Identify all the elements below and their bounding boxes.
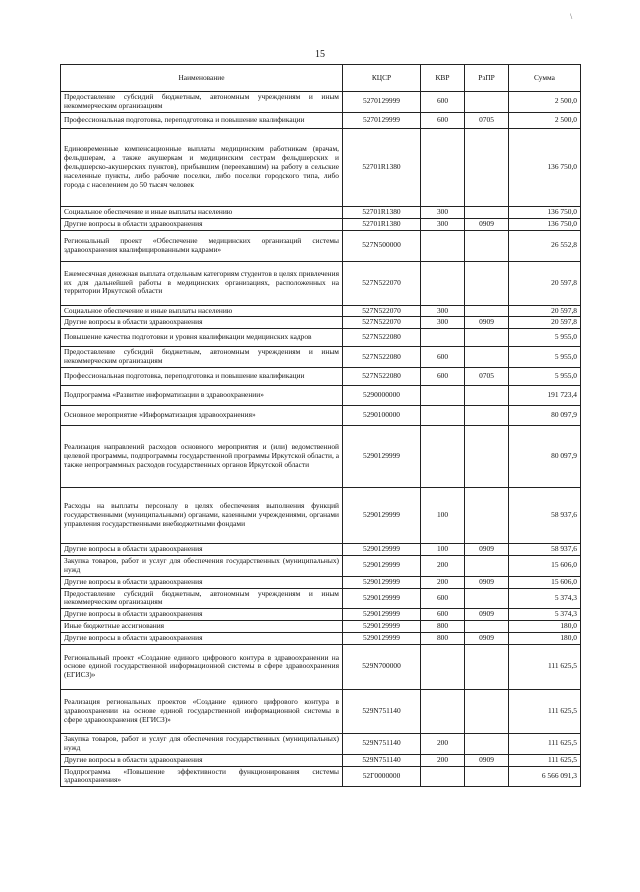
cell-sum: 20 597,8 — [509, 317, 581, 329]
cell-name: Региональный проект «Обеспечение медицинских организаций системы здравоохранения квалифицированными кадрами» — [61, 230, 343, 261]
cell-rzpr — [465, 644, 509, 689]
cell-code: 5290129999 — [343, 488, 421, 544]
cell-kvr: 300 — [421, 317, 465, 329]
cell-kvr: 600 — [421, 112, 465, 128]
cell-name: Единовременные компенсационные выплаты медицинским работникам (врачам, фельдшерам, а также акушеркам и медицинским сестрам фельдшерских и фельдшерско-акушерских пунктов), прибывшим (переехавшим) на работу в сельские населенные пункты, либо рабочие поселки, либо поселки городского типа, либо города с населением до 50 тысяч человек — [61, 128, 343, 206]
cell-code: 52Г0000000 — [343, 766, 421, 787]
cell-rzpr — [465, 230, 509, 261]
cell-sum: 58 937,6 — [509, 488, 581, 544]
table-row — [61, 766, 581, 787]
table-row — [61, 329, 581, 347]
cell-kvr: 200 — [421, 576, 465, 588]
cell-kvr: 600 — [421, 609, 465, 621]
table-row — [61, 347, 581, 368]
table-row — [61, 426, 581, 488]
page-number: 15 — [315, 49, 325, 60]
cell-name: Предоставление субсидий бюджетным, автономным учреждениям и иным некоммерческим организациям — [61, 347, 343, 368]
cell-sum: 15 606,0 — [509, 555, 581, 576]
cell-code: 5270129999 — [343, 92, 421, 113]
cell-sum: 136 750,0 — [509, 128, 581, 206]
table-row — [61, 733, 581, 754]
table-row — [61, 112, 581, 128]
cell-name: Социальное обеспечение и иные выплаты населению — [61, 206, 343, 218]
table-row — [61, 305, 581, 317]
table-row — [61, 206, 581, 218]
cell-rzpr: 0909 — [465, 576, 509, 588]
cell-name: Другие вопросы в области здравоохранения — [61, 544, 343, 556]
cell-name: Подпрограмма «Развитие информатизации в здравоохранении» — [61, 386, 343, 406]
cell-code: 529N751140 — [343, 754, 421, 766]
cell-code: 527N522070 — [343, 317, 421, 329]
cell-rzpr — [465, 386, 509, 406]
cell-kvr — [421, 406, 465, 426]
cell-sum: 80 097,9 — [509, 426, 581, 488]
cell-rzpr — [465, 347, 509, 368]
cell-name: Социальное обеспечение и иные выплаты населению — [61, 305, 343, 317]
table-row — [61, 544, 581, 556]
cell-kvr — [421, 261, 465, 305]
cell-name: Другие вопросы в области здравоохранения — [61, 609, 343, 621]
cell-name: Другие вопросы в области здравоохранения — [61, 754, 343, 766]
cell-sum: 111 625,5 — [509, 689, 581, 733]
cell-rzpr — [465, 406, 509, 426]
table-row — [61, 261, 581, 305]
cell-sum: 5 955,0 — [509, 368, 581, 386]
cell-code: 5290129999 — [343, 609, 421, 621]
cell-kvr — [421, 689, 465, 733]
header-rzpr: РзПР — [465, 65, 509, 92]
cell-kvr: 600 — [421, 347, 465, 368]
cell-code: 527N522070 — [343, 261, 421, 305]
cell-rzpr — [465, 305, 509, 317]
cell-kvr: 100 — [421, 488, 465, 544]
table-row — [61, 92, 581, 113]
table-row — [61, 644, 581, 689]
header-kvr: КВР — [421, 65, 465, 92]
cell-kvr: 800 — [421, 621, 465, 633]
cell-kvr: 200 — [421, 733, 465, 754]
cell-name: Расходы на выплаты персоналу в целях обеспечения выполнения функций государственными (муниципальными) органами, казенными учреждениями, органами управления государственными внебюджетными фондами — [61, 488, 343, 544]
cell-rzpr: 0909 — [465, 754, 509, 766]
cell-rzpr — [465, 329, 509, 347]
cell-code: 52701R1380 — [343, 206, 421, 218]
cell-rzpr: 0909 — [465, 633, 509, 645]
cell-code: 5290100000 — [343, 406, 421, 426]
cell-name: Повышение качества подготовки и уровня квалификации медицинских кадров — [61, 329, 343, 347]
cell-sum: 5 955,0 — [509, 329, 581, 347]
cell-rzpr — [465, 621, 509, 633]
cell-code: 5290129999 — [343, 555, 421, 576]
cell-kvr: 300 — [421, 218, 465, 230]
cell-rzpr — [465, 766, 509, 787]
cell-sum: 136 750,0 — [509, 218, 581, 230]
cell-code: 527N522070 — [343, 305, 421, 317]
cell-sum: 180,0 — [509, 621, 581, 633]
cell-rzpr: 0909 — [465, 317, 509, 329]
cell-kvr: 200 — [421, 754, 465, 766]
cell-name: Предоставление субсидий бюджетным, автономным учреждениям и иным некоммерческим организациям — [61, 92, 343, 113]
cell-rzpr — [465, 128, 509, 206]
cell-rzpr: 0909 — [465, 544, 509, 556]
cell-kvr — [421, 644, 465, 689]
cell-code: 5290129999 — [343, 426, 421, 488]
cell-code: 5290000000 — [343, 386, 421, 406]
cell-rzpr: 0705 — [465, 368, 509, 386]
cell-sum: 6 566 091,3 — [509, 766, 581, 787]
cell-rzpr — [465, 689, 509, 733]
cell-code: 5290129999 — [343, 544, 421, 556]
cell-code: 5270129999 — [343, 112, 421, 128]
cell-sum: 20 597,8 — [509, 305, 581, 317]
cell-code: 5290129999 — [343, 633, 421, 645]
table-row — [61, 406, 581, 426]
cell-rzpr: 0909 — [465, 218, 509, 230]
table-header-row — [61, 65, 581, 92]
cell-rzpr — [465, 206, 509, 218]
cell-name: Иные бюджетные ассигнования — [61, 621, 343, 633]
header-name: Наименование — [61, 65, 343, 92]
cell-code: 5290129999 — [343, 621, 421, 633]
cell-sum: 111 625,5 — [509, 644, 581, 689]
budget-table — [60, 64, 581, 787]
cell-kvr: 600 — [421, 368, 465, 386]
table-row — [61, 368, 581, 386]
cell-kvr: 100 — [421, 544, 465, 556]
cell-sum: 15 606,0 — [509, 576, 581, 588]
cell-name: Закупка товаров, работ и услуг для обеспечения государственных (муниципальных) нужд — [61, 555, 343, 576]
cell-sum: 5 374,3 — [509, 609, 581, 621]
cell-kvr — [421, 329, 465, 347]
cell-sum: 20 597,8 — [509, 261, 581, 305]
cell-code: 527N522080 — [343, 368, 421, 386]
table-row — [61, 576, 581, 588]
header-sum: Сумма — [509, 65, 581, 92]
cell-name: Реализация направлений расходов основного мероприятия и (или) ведомственной целевой программы, подпрограммы государственной программы Иркутской области, а также непрограммных расходов государственных органов Иркутской области — [61, 426, 343, 488]
cell-code: 529N700000 — [343, 644, 421, 689]
cell-code: 529N751140 — [343, 689, 421, 733]
table-row — [61, 128, 581, 206]
cell-code: 52701R1380 — [343, 218, 421, 230]
cell-name: Реализация региональных проектов «Создание единого цифрового контура в здравоохранении на основе единой государственной информационной системы в сфере здравоохранения (ЕГИСЗ)» — [61, 689, 343, 733]
table-row — [61, 609, 581, 621]
cell-sum: 5 374,3 — [509, 588, 581, 609]
cell-name: Другие вопросы в области здравоохранения — [61, 576, 343, 588]
cell-name: Региональный проект «Создание единого цифрового контура в здравоохранении на основе единой государственной информационной системы в сфере здравоохранения (ЕГИСЗ)» — [61, 644, 343, 689]
cell-sum: 80 097,9 — [509, 406, 581, 426]
cell-code: 5290129999 — [343, 576, 421, 588]
cell-name: Другие вопросы в области здравоохранения — [61, 633, 343, 645]
cell-sum: 136 750,0 — [509, 206, 581, 218]
table-row — [61, 488, 581, 544]
cell-sum: 2 500,0 — [509, 112, 581, 128]
cell-rzpr — [465, 261, 509, 305]
corner-mark: \ — [570, 12, 573, 21]
cell-sum: 58 937,6 — [509, 544, 581, 556]
cell-kvr: 200 — [421, 555, 465, 576]
table-row — [61, 689, 581, 733]
cell-kvr — [421, 426, 465, 488]
cell-rzpr — [465, 426, 509, 488]
table-row — [61, 218, 581, 230]
cell-name: Профессиональная подготовка, переподготовка и повышение квалификации — [61, 368, 343, 386]
cell-rzpr — [465, 588, 509, 609]
cell-kvr — [421, 766, 465, 787]
cell-kvr: 300 — [421, 206, 465, 218]
cell-rzpr — [465, 488, 509, 544]
cell-code: 5290129999 — [343, 588, 421, 609]
cell-rzpr: 0909 — [465, 609, 509, 621]
cell-kvr — [421, 386, 465, 406]
cell-name: Предоставление субсидий бюджетным, автономным учреждениям и иным некоммерческим организациям — [61, 588, 343, 609]
cell-kvr — [421, 230, 465, 261]
table-row — [61, 621, 581, 633]
cell-code: 529N751140 — [343, 733, 421, 754]
cell-kvr — [421, 128, 465, 206]
cell-name: Закупка товаров, работ и услуг для обеспечения государственных (муниципальных) нужд — [61, 733, 343, 754]
cell-rzpr — [465, 555, 509, 576]
cell-code: 527N522080 — [343, 347, 421, 368]
cell-sum: 2 500,0 — [509, 92, 581, 113]
cell-code: 52701R1380 — [343, 128, 421, 206]
cell-name: Ежемесячная денежная выплата отдельным категориям студентов в целях привлечения их для дальнейшей работы в медицинских организациях, расположенных на территории Иркутской области — [61, 261, 343, 305]
cell-sum: 191 723,4 — [509, 386, 581, 406]
cell-code: 527N500000 — [343, 230, 421, 261]
cell-kvr: 600 — [421, 588, 465, 609]
table-row — [61, 633, 581, 645]
cell-rzpr — [465, 733, 509, 754]
cell-kvr: 800 — [421, 633, 465, 645]
cell-sum: 111 625,5 — [509, 754, 581, 766]
cell-name: Другие вопросы в области здравоохранения — [61, 317, 343, 329]
cell-sum: 26 552,8 — [509, 230, 581, 261]
cell-name: Основное мероприятие «Информатизация здравоохранения» — [61, 406, 343, 426]
header-code: КЦСР — [343, 65, 421, 92]
table-row — [61, 230, 581, 261]
cell-kvr: 300 — [421, 305, 465, 317]
cell-name: Подпрограмма «Повышение эффективности функционирования системы здравоохранения» — [61, 766, 343, 787]
table-row — [61, 386, 581, 406]
cell-kvr: 600 — [421, 92, 465, 113]
table-row — [61, 588, 581, 609]
cell-name: Профессиональная подготовка, переподготовка и повышение квалификации — [61, 112, 343, 128]
cell-code: 527N522080 — [343, 329, 421, 347]
table-row — [61, 555, 581, 576]
cell-sum: 5 955,0 — [509, 347, 581, 368]
table-row — [61, 754, 581, 766]
cell-rzpr: 0705 — [465, 112, 509, 128]
cell-sum: 111 625,5 — [509, 733, 581, 754]
cell-rzpr — [465, 92, 509, 113]
cell-name: Другие вопросы в области здравоохранения — [61, 218, 343, 230]
cell-sum: 180,0 — [509, 633, 581, 645]
table-row — [61, 317, 581, 329]
